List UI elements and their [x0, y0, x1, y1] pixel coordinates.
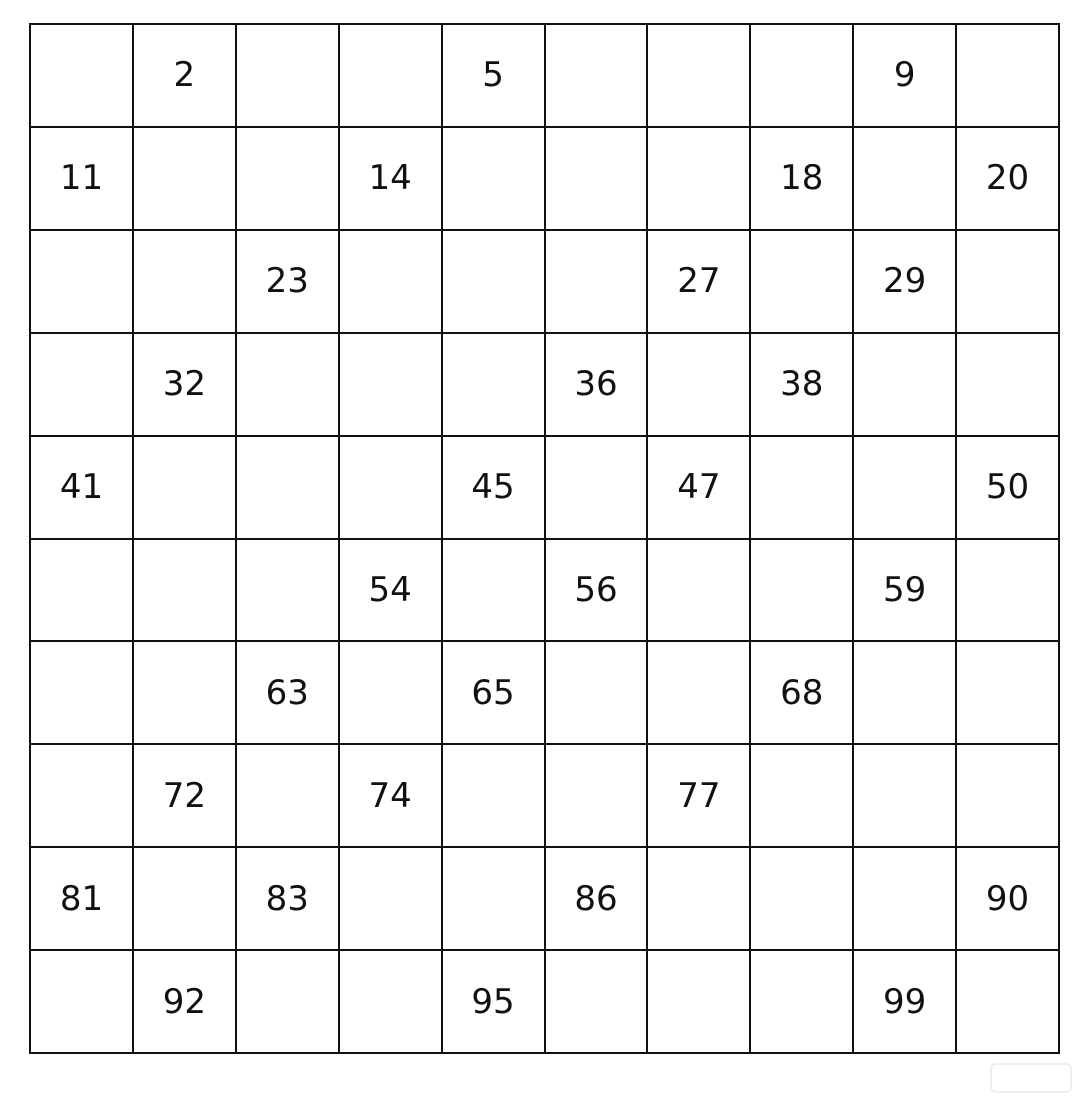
- grid-cell-number[interactable]: 90: [957, 848, 1060, 951]
- grid-cell-empty[interactable]: [751, 848, 854, 951]
- grid-cell-number[interactable]: 68: [751, 642, 854, 745]
- grid-cell-empty[interactable]: [648, 540, 751, 643]
- grid-cell-empty[interactable]: [751, 231, 854, 334]
- grid-cell-empty[interactable]: [443, 745, 546, 848]
- grid-cell-number[interactable]: 23: [237, 231, 340, 334]
- grid-cell-empty[interactable]: [957, 745, 1060, 848]
- grid-cell-empty[interactable]: [854, 848, 957, 951]
- grid-cell-number[interactable]: 29: [854, 231, 957, 334]
- grid-cell-empty[interactable]: [443, 848, 546, 951]
- grid-cell-number[interactable]: 65: [443, 642, 546, 745]
- grid-cell-empty[interactable]: [546, 231, 649, 334]
- grid-cell-number[interactable]: 38: [751, 334, 854, 437]
- watermark-logo-icon: [990, 1063, 1072, 1093]
- grid-cell-number[interactable]: 47: [648, 437, 751, 540]
- grid-cell-empty[interactable]: [648, 642, 751, 745]
- grid-cell-empty[interactable]: [751, 745, 854, 848]
- grid-cell-empty[interactable]: [31, 25, 134, 128]
- grid-cell-empty[interactable]: [648, 25, 751, 128]
- grid-cell-empty[interactable]: [648, 848, 751, 951]
- grid-cell-empty[interactable]: [957, 231, 1060, 334]
- grid-cell-number[interactable]: 32: [134, 334, 237, 437]
- grid-cell-empty[interactable]: [751, 437, 854, 540]
- grid-cell-empty[interactable]: [340, 642, 443, 745]
- grid-cell-empty[interactable]: [340, 437, 443, 540]
- number-grid: [29, 23, 1060, 1054]
- grid-cell-empty[interactable]: [957, 642, 1060, 745]
- grid-cell-empty[interactable]: [957, 25, 1060, 128]
- grid-cell-empty[interactable]: [237, 437, 340, 540]
- grid-cell-number[interactable]: 77: [648, 745, 751, 848]
- grid-cell-empty[interactable]: [31, 745, 134, 848]
- grid-cell-number[interactable]: 20: [957, 128, 1060, 231]
- grid-cell-number[interactable]: 5: [443, 25, 546, 128]
- grid-cell-number[interactable]: 72: [134, 745, 237, 848]
- grid-cell-empty[interactable]: [854, 334, 957, 437]
- grid-cell-empty[interactable]: [31, 951, 134, 1054]
- grid-cell-empty[interactable]: [546, 642, 649, 745]
- grid-cell-empty[interactable]: [31, 231, 134, 334]
- grid-cell-empty[interactable]: [134, 231, 237, 334]
- grid-cell-empty[interactable]: [443, 334, 546, 437]
- grid-cell-empty[interactable]: [134, 848, 237, 951]
- grid-cell-number[interactable]: 41: [31, 437, 134, 540]
- grid-cell-number[interactable]: 92: [134, 951, 237, 1054]
- grid-cell-number[interactable]: 56: [546, 540, 649, 643]
- grid-cell-empty[interactable]: [134, 437, 237, 540]
- grid-cell-empty[interactable]: [237, 745, 340, 848]
- grid-cell-empty[interactable]: [648, 128, 751, 231]
- grid-cell-empty[interactable]: [340, 951, 443, 1054]
- grid-cell-number[interactable]: 54: [340, 540, 443, 643]
- grid-cell-empty[interactable]: [134, 540, 237, 643]
- grid-cell-empty[interactable]: [546, 745, 649, 848]
- grid-cell-empty[interactable]: [546, 437, 649, 540]
- grid-cell-empty[interactable]: [340, 848, 443, 951]
- grid-cell-empty[interactable]: [340, 25, 443, 128]
- grid-cell-number[interactable]: 11: [31, 128, 134, 231]
- grid-cell-empty[interactable]: [648, 951, 751, 1054]
- grid-cell-number[interactable]: 86: [546, 848, 649, 951]
- grid-cell-empty[interactable]: [31, 642, 134, 745]
- grid-cell-empty[interactable]: [751, 951, 854, 1054]
- grid-cell-number[interactable]: 9: [854, 25, 957, 128]
- grid-cell-empty[interactable]: [854, 128, 957, 231]
- grid-cell-empty[interactable]: [237, 951, 340, 1054]
- grid-cell-number[interactable]: 2: [134, 25, 237, 128]
- grid-cell-empty[interactable]: [546, 128, 649, 231]
- grid-cell-empty[interactable]: [854, 437, 957, 540]
- grid-cell-number[interactable]: 36: [546, 334, 649, 437]
- grid-cell-number[interactable]: 18: [751, 128, 854, 231]
- grid-cell-empty[interactable]: [751, 25, 854, 128]
- grid-cell-empty[interactable]: [957, 951, 1060, 1054]
- grid-cell-empty[interactable]: [854, 745, 957, 848]
- grid-cell-number[interactable]: 63: [237, 642, 340, 745]
- grid-cell-number[interactable]: 14: [340, 128, 443, 231]
- grid-cell-empty[interactable]: [751, 540, 854, 643]
- grid-cell-empty[interactable]: [957, 334, 1060, 437]
- grid-cell-empty[interactable]: [134, 128, 237, 231]
- grid-cell-empty[interactable]: [237, 128, 340, 231]
- grid-cell-empty[interactable]: [237, 334, 340, 437]
- grid-cell-empty[interactable]: [134, 642, 237, 745]
- grid-cell-number[interactable]: 95: [443, 951, 546, 1054]
- grid-cell-number[interactable]: 83: [237, 848, 340, 951]
- grid-cell-empty[interactable]: [443, 231, 546, 334]
- grid-cell-empty[interactable]: [443, 540, 546, 643]
- grid-cell-empty[interactable]: [31, 540, 134, 643]
- grid-cell-empty[interactable]: [340, 231, 443, 334]
- grid-cell-empty[interactable]: [237, 540, 340, 643]
- watermark: [990, 1063, 1072, 1093]
- grid-cell-empty[interactable]: [854, 642, 957, 745]
- grid-cell-number[interactable]: 74: [340, 745, 443, 848]
- grid-cell-empty[interactable]: [340, 334, 443, 437]
- grid-cell-empty[interactable]: [546, 951, 649, 1054]
- grid-cell-empty[interactable]: [546, 25, 649, 128]
- grid-cell-number[interactable]: 45: [443, 437, 546, 540]
- grid-cell-empty[interactable]: [957, 540, 1060, 643]
- grid-cell-number[interactable]: 99: [854, 951, 957, 1054]
- grid-cell-empty[interactable]: [237, 25, 340, 128]
- grid-cell-empty[interactable]: [31, 334, 134, 437]
- grid-cell-number[interactable]: 81: [31, 848, 134, 951]
- grid-cell-number[interactable]: 27: [648, 231, 751, 334]
- grid-cell-number[interactable]: 50: [957, 437, 1060, 540]
- grid-cell-number[interactable]: 59: [854, 540, 957, 643]
- grid-cell-empty[interactable]: [443, 128, 546, 231]
- grid-cell-empty[interactable]: [648, 334, 751, 437]
